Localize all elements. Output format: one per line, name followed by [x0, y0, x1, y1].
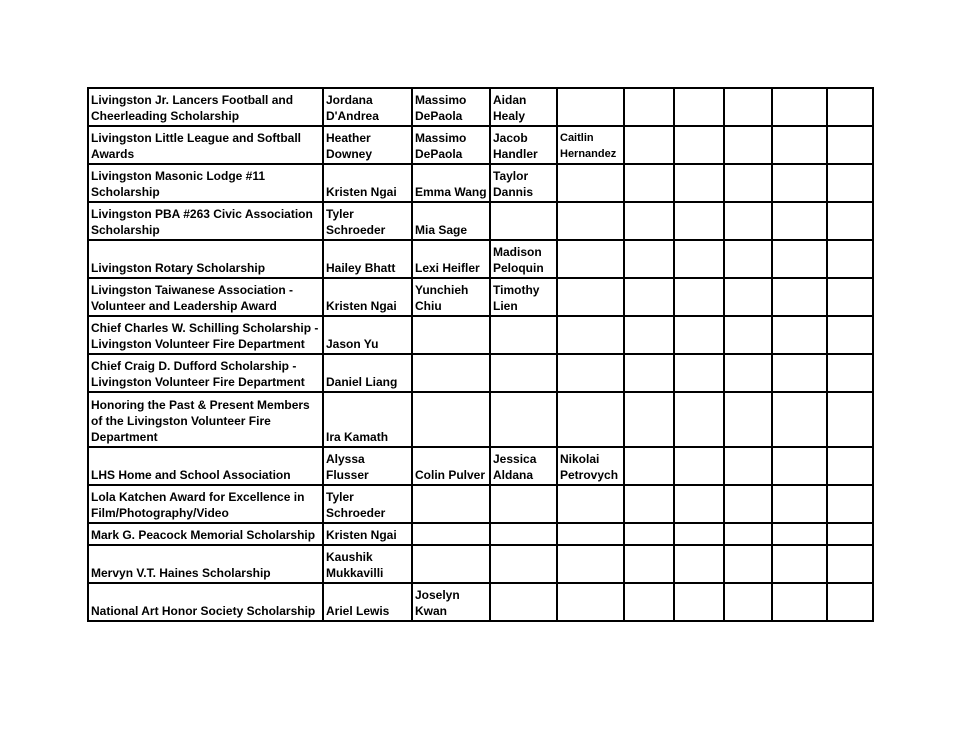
recipient-cell — [624, 354, 674, 392]
recipient-cell: Yunchieh Chiu — [412, 278, 490, 316]
table-row — [88, 164, 873, 202]
recipient-cell: Kristen Ngai — [323, 523, 412, 545]
recipient-cell — [624, 523, 674, 545]
recipient-cell — [827, 583, 873, 621]
recipient-cell — [557, 583, 624, 621]
recipient-cell — [827, 447, 873, 485]
recipient-cell: Kristen Ngai — [323, 278, 412, 316]
scholarship-name-cell: Livingston Little League and Softball Awards — [88, 126, 323, 164]
recipient-cell: Tyler Schroeder — [323, 202, 412, 240]
recipient-cell — [624, 447, 674, 485]
table-row — [88, 88, 873, 126]
recipient-cell — [490, 392, 557, 447]
recipient-cell: Heather Downey — [323, 126, 412, 164]
recipient-cell: Alyssa Flusser — [323, 447, 412, 485]
recipient-cell — [772, 202, 827, 240]
recipient-cell — [490, 354, 557, 392]
recipient-cell: Daniel Liang — [323, 354, 412, 392]
recipient-cell — [624, 88, 674, 126]
recipient-cell: Jason Yu — [323, 316, 412, 354]
recipient-cell — [724, 202, 772, 240]
recipient-cell: Timothy Lien — [490, 278, 557, 316]
scholarship-table-body — [88, 88, 873, 621]
recipient-cell: Jordana D'Andrea — [323, 88, 412, 126]
recipient-cell — [724, 523, 772, 545]
recipient-cell — [827, 126, 873, 164]
scholarship-name-cell: LHS Home and School Association — [88, 447, 323, 485]
recipient-cell — [772, 583, 827, 621]
table-row — [88, 278, 873, 316]
recipient-cell — [772, 164, 827, 202]
recipient-cell — [412, 545, 490, 583]
recipient-cell — [724, 240, 772, 278]
recipient-cell — [674, 545, 724, 583]
recipient-cell — [624, 316, 674, 354]
recipient-cell: Kaushik Mukkavilli — [323, 545, 412, 583]
recipient-cell — [772, 88, 827, 126]
recipient-cell — [557, 202, 624, 240]
table-row — [88, 485, 873, 523]
recipient-cell — [674, 447, 724, 485]
recipient-cell — [624, 202, 674, 240]
table-row — [88, 126, 873, 164]
recipient-cell — [674, 354, 724, 392]
recipient-cell — [557, 278, 624, 316]
recipient-cell — [674, 126, 724, 164]
recipient-cell — [674, 164, 724, 202]
recipient-cell — [412, 354, 490, 392]
recipient-cell — [724, 485, 772, 523]
recipient-cell — [827, 278, 873, 316]
recipient-cell: Massimo DePaola — [412, 126, 490, 164]
recipient-cell — [674, 523, 724, 545]
recipient-cell — [827, 88, 873, 126]
scholarship-name-cell: Chief Craig D. Dufford Scholarship - Livingston Volunteer Fire Department — [88, 354, 323, 392]
recipient-cell — [674, 392, 724, 447]
recipient-cell — [724, 316, 772, 354]
recipient-cell — [724, 583, 772, 621]
recipient-cell — [827, 523, 873, 545]
recipient-cell — [674, 485, 724, 523]
recipient-cell — [724, 545, 772, 583]
recipient-cell — [827, 485, 873, 523]
table-row — [88, 354, 873, 392]
scholarship-name-cell: Livingston Masonic Lodge #11 Scholarship — [88, 164, 323, 202]
recipient-cell — [674, 202, 724, 240]
recipient-cell — [624, 583, 674, 621]
scholarship-name-cell: Lola Katchen Award for Excellence in Film/Photography/Video — [88, 485, 323, 523]
recipient-cell: Joselyn Kwan — [412, 583, 490, 621]
recipient-cell: Ariel Lewis — [323, 583, 412, 621]
scholarship-name-cell: Chief Charles W. Schilling Scholarship - Livingston Volunteer Fire Department — [88, 316, 323, 354]
recipient-cell — [490, 485, 557, 523]
scholarship-name-cell: National Art Honor Society Scholarship — [88, 583, 323, 621]
recipient-cell — [557, 545, 624, 583]
scholarship-name-cell: Livingston Jr. Lancers Football and Cheerleading Scholarship — [88, 88, 323, 126]
scholarship-name-cell: Mervyn V.T. Haines Scholarship — [88, 545, 323, 583]
recipient-cell — [557, 354, 624, 392]
recipient-cell — [674, 583, 724, 621]
recipient-cell — [624, 278, 674, 316]
recipient-cell — [624, 545, 674, 583]
table-row — [88, 202, 873, 240]
table-row — [88, 392, 873, 447]
recipient-cell — [412, 523, 490, 545]
recipient-cell — [412, 485, 490, 523]
recipient-cell — [772, 485, 827, 523]
recipient-cell — [724, 447, 772, 485]
scholarship-name-cell: Livingston Taiwanese Association - Volunteer and Leadership Award — [88, 278, 323, 316]
recipient-cell — [772, 392, 827, 447]
recipient-cell — [624, 392, 674, 447]
recipient-cell — [412, 392, 490, 447]
scholarship-table — [87, 87, 874, 622]
recipient-cell: Nikolai Petrovych — [557, 447, 624, 485]
table-row — [88, 583, 873, 621]
recipient-cell: Mia Sage — [412, 202, 490, 240]
table-row — [88, 523, 873, 545]
recipient-cell — [772, 278, 827, 316]
table-row — [88, 316, 873, 354]
recipient-cell — [624, 126, 674, 164]
recipient-cell — [490, 545, 557, 583]
recipient-cell — [724, 126, 772, 164]
recipient-cell — [674, 240, 724, 278]
recipient-cell — [490, 523, 557, 545]
recipient-cell: Caitlin Hernandez — [557, 126, 624, 164]
recipient-cell — [772, 354, 827, 392]
recipient-cell — [724, 392, 772, 447]
recipient-cell — [674, 88, 724, 126]
recipient-cell: Tyler Schroeder — [323, 485, 412, 523]
recipient-cell — [674, 278, 724, 316]
table-row — [88, 240, 873, 278]
scholarship-name-cell: Mark G. Peacock Memorial Scholarship — [88, 523, 323, 545]
recipient-cell: Kristen Ngai — [323, 164, 412, 202]
recipient-cell — [557, 316, 624, 354]
scholarship-name-cell: Livingston PBA #263 Civic Association Scholarship — [88, 202, 323, 240]
recipient-cell — [772, 523, 827, 545]
recipient-cell — [724, 278, 772, 316]
recipient-cell — [557, 88, 624, 126]
recipient-cell: Madison Peloquin — [490, 240, 557, 278]
table-row — [88, 545, 873, 583]
recipient-cell — [772, 316, 827, 354]
recipient-cell — [827, 164, 873, 202]
recipient-cell — [557, 392, 624, 447]
recipient-cell — [490, 583, 557, 621]
recipient-cell — [827, 354, 873, 392]
recipient-cell — [772, 240, 827, 278]
recipient-cell — [827, 392, 873, 447]
recipient-cell — [490, 202, 557, 240]
recipient-cell — [724, 164, 772, 202]
recipient-cell — [557, 523, 624, 545]
scholarship-name-cell: Honoring the Past & Present Members of the Livingston Volunteer Fire Department — [88, 392, 323, 447]
recipient-cell: Jessica Aldana — [490, 447, 557, 485]
recipient-cell — [674, 316, 724, 354]
recipient-cell — [827, 316, 873, 354]
recipient-cell: Massimo DePaola — [412, 88, 490, 126]
recipient-cell — [827, 202, 873, 240]
recipient-cell — [624, 240, 674, 278]
recipient-cell — [557, 240, 624, 278]
recipient-cell: Taylor Dannis — [490, 164, 557, 202]
recipient-cell — [412, 316, 490, 354]
recipient-cell: Aidan Healy — [490, 88, 557, 126]
recipient-cell — [724, 354, 772, 392]
recipient-cell — [557, 485, 624, 523]
recipient-cell — [557, 164, 624, 202]
recipient-cell — [827, 240, 873, 278]
recipient-cell: Lexi Heifler — [412, 240, 490, 278]
recipient-cell: Ira Kamath — [323, 392, 412, 447]
recipient-cell — [772, 545, 827, 583]
recipient-cell — [490, 316, 557, 354]
recipient-cell — [724, 88, 772, 126]
recipient-cell: Emma Wang — [412, 164, 490, 202]
recipient-cell — [827, 545, 873, 583]
scholarship-name-cell: Livingston Rotary Scholarship — [88, 240, 323, 278]
recipient-cell — [624, 485, 674, 523]
recipient-cell — [772, 126, 827, 164]
recipient-cell — [772, 447, 827, 485]
recipient-cell — [624, 164, 674, 202]
recipient-cell: Jacob Handler — [490, 126, 557, 164]
recipient-cell: Colin Pulver — [412, 447, 490, 485]
table-row — [88, 447, 873, 485]
recipient-cell: Hailey Bhatt — [323, 240, 412, 278]
